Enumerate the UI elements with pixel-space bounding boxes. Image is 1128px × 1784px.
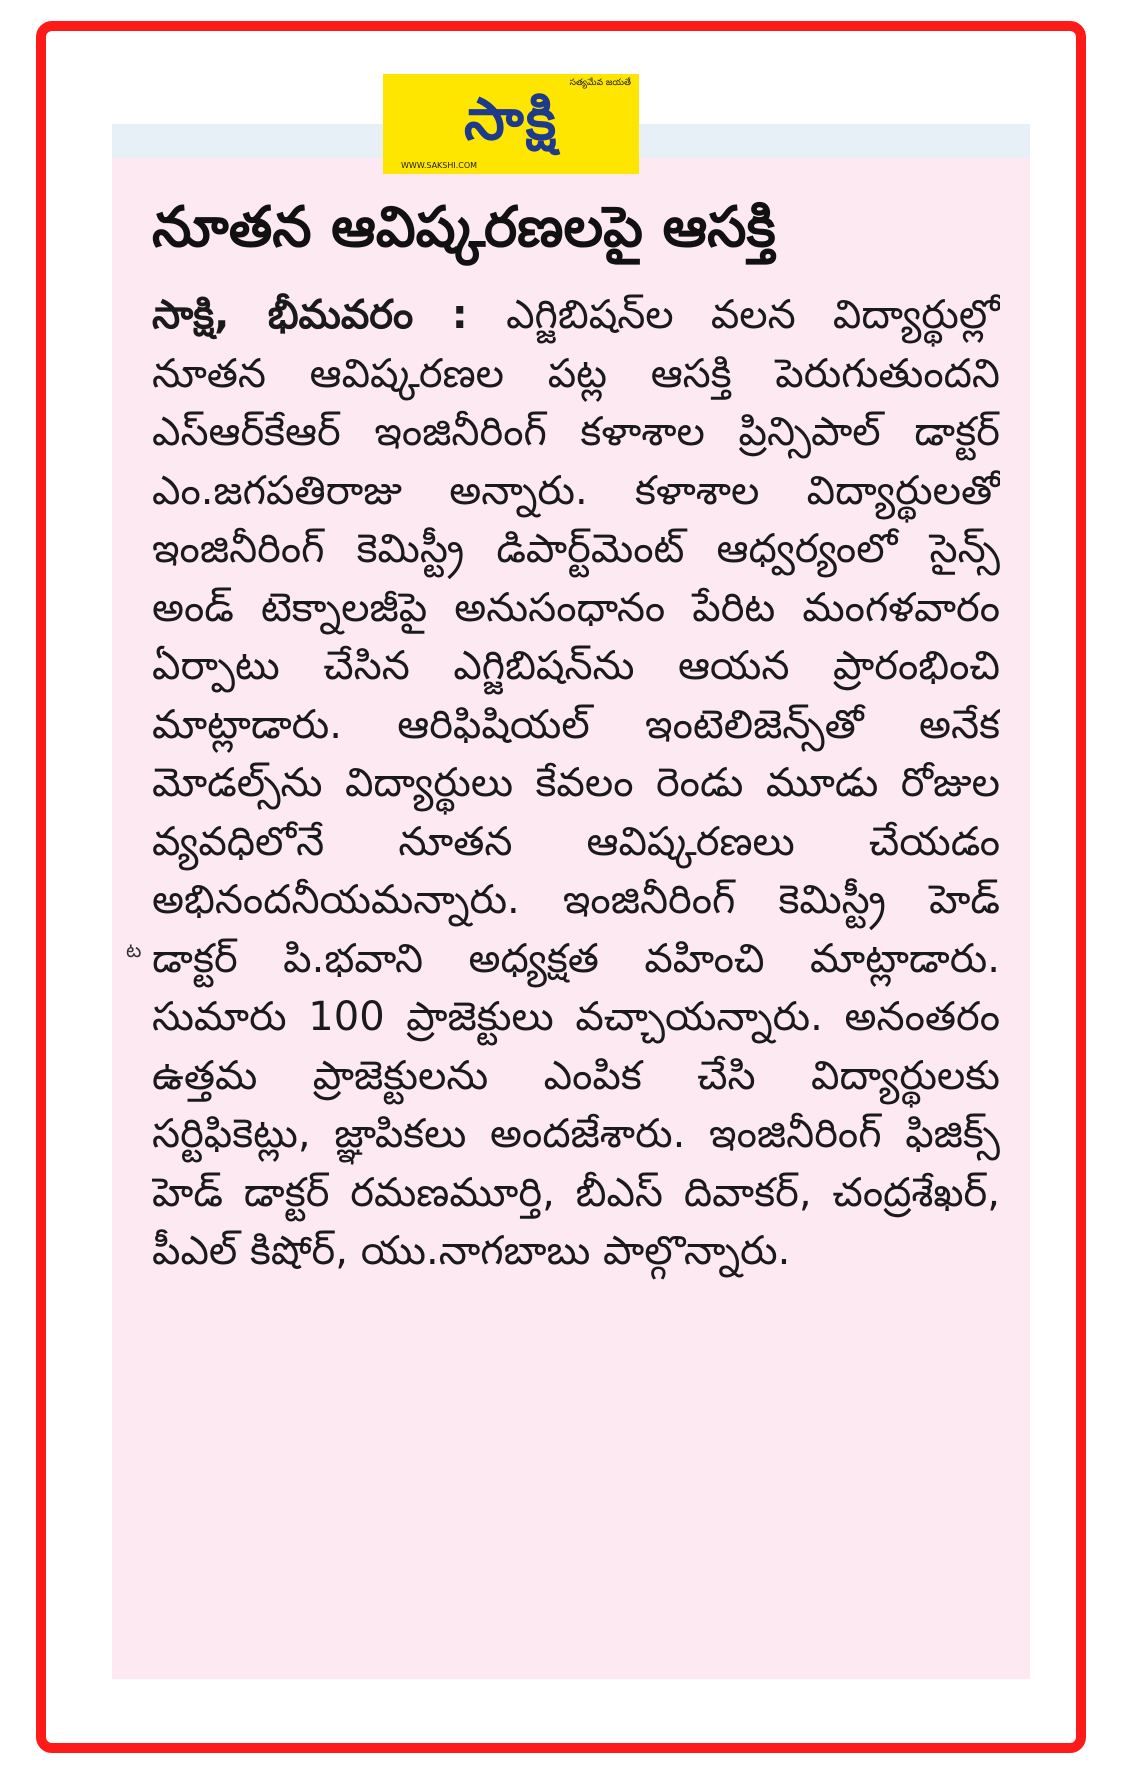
margin-mark: ట [126,938,142,962]
logo-url: WWW.SAKSHI.COM [401,161,478,170]
dateline: సాక్షి, భీమవరం : [152,292,507,338]
logo-motto: సత్యమేవ జయతే [569,78,631,88]
article-panel [112,124,1030,1679]
logo-name: సాక్షి [463,85,559,153]
headline: నూతన ఆవిష్కరణలపై ఆసక్తి [152,195,776,260]
sakshi-logo [383,74,639,174]
article-body [152,286,1000,1606]
article-text: ఎగ్జిబిషన్‌ల వలన విద్యార్థుల్లో నూతన ఆవిష్కరణల పట్ల ఆసక్తి పెరుగుతుందని ఎస్‌ఆర్‌కేఆర్ ఇంజినీరింగ్ కళాశాల ప్రిన్సిపాల్ డాక్టర్ ఎం.జగపతిరాజు అన్నారు. కళాశాల విద్యార్థులతో ఇంజినీరింగ్ కెమిస్ట్రీ డిపార్ట్‌మెంట్ ఆధ్వర్యంలో సైన్స్ అండ్ టెక్నాలజీపై అనుసంధానం పేరిట మంగళవారం ఏర్పాటు చేసిన ఎగ్జిబిషన్‌ను ఆయన ప్రారంభించి మాట్లాడారు. ఆరిఫిషియల్ ఇంటెలిజెన్స్‌తో అనేక మోడల్స్‌ను విద్యార్థులు కేవలం రెండు మూడు రోజుల వ్యవధిలోనే నూతన ఆవిష్కరణలు చేయడం అభినందనీయమన్నారు. ఇంజినీరింగ్ కెమిస్ట్రీ హెడ్ డాక్టర్ పి.భవాని అధ్యక్షత వహించి మాట్లాడారు. సుమారు 100 ప్రాజెక్టులు వచ్చాయన్నారు. అనంతరం ఉత్తమ ప్రాజెక్టులను ఎంపిక చేసి విద్యార్థులకు సర్టిఫికెట్లు, జ్ఞాపికలు అందజేశారు. ఇంజినీరింగ్ ఫిజిక్స్ హెడ్ డాక్టర్ రమణమూర్తి, బీఎస్ దివాకర్, చంద్రశేఖర్, పీఎల్ కిషోర్, యు.నాగబాబు పాల్గొన్నారు. [152,292,1000,1274]
